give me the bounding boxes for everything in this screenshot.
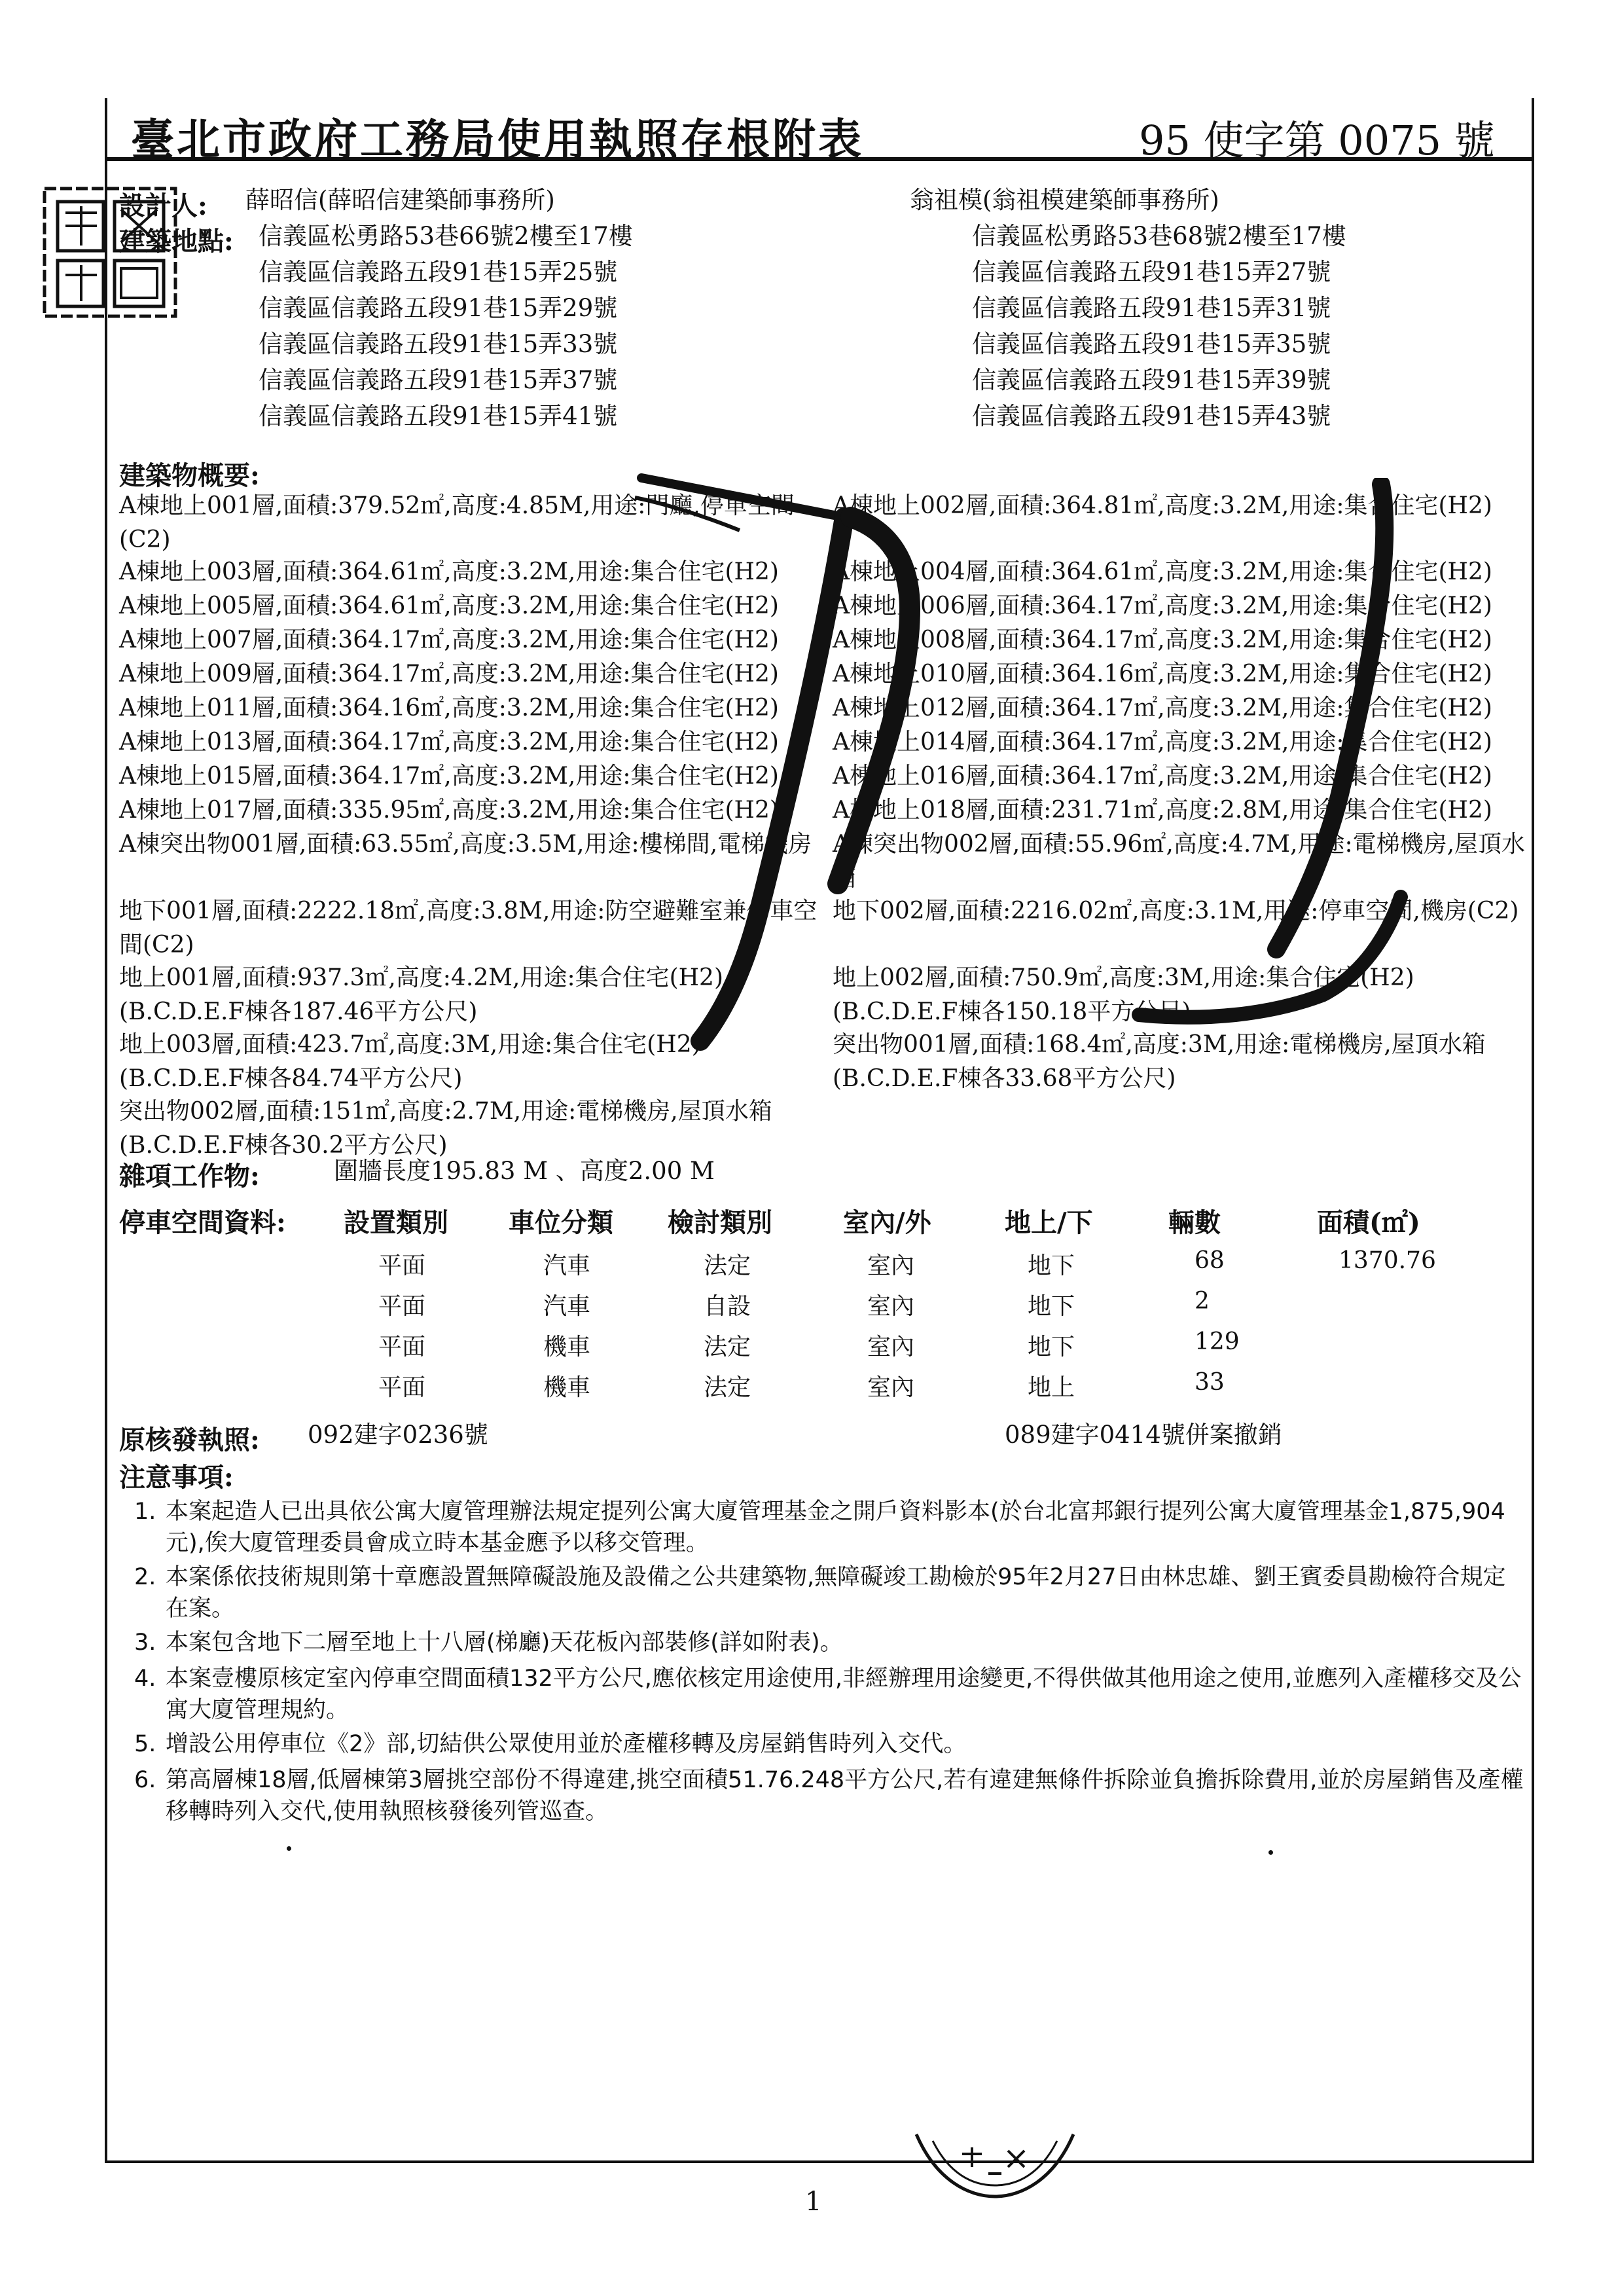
- parking-cell: 地上: [1028, 1374, 1075, 1401]
- parking-cell: 2: [1195, 1288, 1210, 1315]
- site-address-right: 信義區信義路五段91巷15弄39號: [972, 366, 1331, 394]
- overview-right-item: A棟地上014層,面積:364.17㎡,高度:3.2M,用途:集合住宅(H2): [833, 729, 1492, 756]
- parking-header: 地上/下: [1005, 1207, 1093, 1238]
- parking-cell: 法定: [704, 1334, 751, 1360]
- parking-cell: 汽車: [543, 1252, 591, 1279]
- site-address-right: 信義區信義路五段91巷15弄43號: [972, 402, 1331, 430]
- parking-cell: 平面: [378, 1374, 426, 1401]
- parking-cell: 機車: [543, 1374, 591, 1401]
- overview-right-item: A棟地上016層,面積:364.17㎡,高度:3.2M,用途:集合住宅(H2): [833, 763, 1492, 790]
- overview-left-item: 地下001層,面積:2222.18㎡,高度:3.8M,用途:防空避難室兼停車空間(C2): [119, 898, 818, 958]
- overview-left-item: 地上003層,面積:423.7㎡,高度:3M,用途:集合住宅(H2)(B.C.D.E.F棟各84.74平方公尺): [119, 1031, 701, 1092]
- note-text: 本案壹樓原核定室內停車空間面積132平方公尺,應依核定用途使用,非經辦理用途變更,不得供做其他用途之使用,並應列入產權移交及公寓大廈管理規約。: [166, 1666, 1522, 1723]
- overview-left-item: A棟突出物001層,面積:63.55㎡,高度:3.5M,用途:樓梯間,電梯機房: [119, 831, 812, 858]
- site-address-right: 信義區信義路五段91巷15弄27號: [972, 258, 1331, 286]
- overview-left-item: A棟地上003層,面積:364.61㎡,高度:3.2M,用途:集合住宅(H2): [119, 558, 779, 585]
- site-address-left: 信義區信義路五段91巷15弄29號: [259, 294, 618, 322]
- overview-right-item: 地下002層,面積:2216.02㎡,高度:3.1M,用途:停車空間,機房(C2): [833, 898, 1519, 924]
- site-address-left: 信義區信義路五段91巷15弄37號: [259, 366, 618, 394]
- parking-cell: 地下: [1028, 1252, 1075, 1279]
- note-item: [134, 1561, 1528, 1624]
- parking-cell: 地下: [1028, 1334, 1075, 1360]
- parking-cell: 33: [1195, 1369, 1225, 1396]
- overview-left-item: 地上001層,面積:937.3㎡,高度:4.2M,用途:集合住宅(H2)(B.C.D.E.F棟各187.46平方公尺): [119, 964, 723, 1025]
- parking-header: 車位分類: [509, 1207, 613, 1238]
- parking-cell: 1370.76: [1339, 1247, 1436, 1274]
- note-item: [134, 1496, 1528, 1559]
- designer-name-2: 翁祖模(翁祖模建築師事務所): [910, 186, 1219, 214]
- parking-header: 檢討類別: [668, 1207, 772, 1238]
- parking-cell: 法定: [704, 1252, 751, 1279]
- note-text: 本案係依技術規則第十章應設置無障礙設施及設備之公共建築物,無障礙竣工勘檢於95年2月27日由林忠雄、劉王賓委員勘檢符合規定在案。: [166, 1564, 1506, 1622]
- note-text: 增設公用停車位《2》部,切結供公眾使用並於產權移轉及房屋銷售時列入交代。: [166, 1731, 967, 1757]
- note-item: [134, 1663, 1528, 1726]
- overview-right-item: A棟地上010層,面積:364.16㎡,高度:3.2M,用途:集合住宅(H2): [833, 661, 1492, 687]
- parking-header: 室內/外: [843, 1207, 931, 1238]
- note-number: 2.: [134, 1564, 156, 1590]
- permit-number: 95 使字第 0075 號: [1139, 117, 1495, 164]
- overview-right-item: A棟地上008層,面積:364.17㎡,高度:3.2M,用途:集合住宅(H2): [833, 627, 1492, 653]
- parking-cell: 室內: [867, 1252, 915, 1279]
- overview-right-item: A棟地上006層,面積:364.17㎡,高度:3.2M,用途:集合住宅(H2): [833, 592, 1492, 619]
- designer-name-1: 薛昭信(薛昭信建築師事務所): [245, 186, 555, 214]
- parking-cell: 機車: [543, 1334, 591, 1360]
- parking-cell: 室內: [867, 1374, 915, 1401]
- designer-label: 設計人:: [119, 191, 207, 221]
- site-address-right: 信義區信義路五段91巷15弄35號: [972, 330, 1331, 358]
- note-number: 3.: [134, 1630, 156, 1656]
- overview-right-item: A棟地上012層,面積:364.17㎡,高度:3.2M,用途:集合住宅(H2): [833, 695, 1492, 721]
- parking-label: 停車空間資料:: [119, 1207, 286, 1238]
- overview-left-item: A棟地上007層,面積:364.17㎡,高度:3.2M,用途:集合住宅(H2): [119, 627, 779, 653]
- site-label: 建築地點:: [119, 226, 234, 257]
- parking-cell: 平面: [378, 1334, 426, 1360]
- original-license-revoked: 089建字0414號併案撤銷: [1005, 1421, 1282, 1449]
- stray-dot: [1268, 1850, 1273, 1855]
- void-mark-icon: [812, 478, 1505, 1067]
- overview-right-item: A棟突出物002層,面積:55.96㎡,高度:4.7M,用途:電梯機房,屋頂水箱: [833, 831, 1526, 892]
- overview-left-item: A棟地上017層,面積:335.95㎡,高度:3.2M,用途:集合住宅(H2): [119, 797, 779, 824]
- parking-cell: 自設: [704, 1293, 751, 1320]
- parking-header: 設置類別: [344, 1207, 448, 1238]
- parking-cell: 室內: [867, 1334, 915, 1360]
- parking-cell: 平面: [378, 1293, 426, 1320]
- overview-left-item: 突出物002層,面積:151㎡,高度:2.7M,用途:電梯機房,屋頂水箱(B.C.D.E.F棟各30.2平方公尺): [119, 1098, 772, 1159]
- overview-left-item: A棟地上001層,面積:379.52㎡,高度:4.85M,用途:門廳,停車空間(C2): [119, 492, 795, 553]
- overview-right-item: 突出物001層,面積:168.4㎡,高度:3M,用途:電梯機房,屋頂水箱(B.C.D.E.F棟各33.68平方公尺): [833, 1031, 1486, 1092]
- original-license-value: 092建字0236號: [308, 1421, 488, 1449]
- note-text: 本案包含地下二層至地上十八層(梯廳)天花板內部裝修(詳如附表)。: [166, 1630, 843, 1656]
- overview-right-item: A棟地上002層,面積:364.81㎡,高度:3.2M,用途:集合住宅(H2): [833, 492, 1492, 519]
- frame-right-line: [1532, 98, 1534, 2160]
- overview-label: 建築物概要:: [119, 460, 260, 491]
- note-item: [134, 1627, 1528, 1658]
- parking-cell: 室內: [867, 1293, 915, 1320]
- frame-left-line: [105, 98, 107, 2160]
- note-number: 4.: [134, 1666, 156, 1692]
- note-item: [134, 1764, 1528, 1827]
- overview-left-item: A棟地上015層,面積:364.17㎡,高度:3.2M,用途:集合住宅(H2): [119, 763, 779, 790]
- site-address-left: 信義區信義路五段91巷15弄41號: [259, 402, 618, 430]
- site-address-left: 信義區信義路五段91巷15弄25號: [259, 258, 618, 286]
- seal-stamp-icon: [910, 2128, 1080, 2200]
- note-text: 本案起造人已出具依公寓大廈管理辦法規定提列公寓大廈管理基金之開戶資料影本(於台北富邦銀行提列公寓大廈管理基金1,875,904元),俟大廈管理委員會成立時本基金應予以移交管理。: [166, 1499, 1505, 1556]
- document-title: 臺北市政府工務局使用執照存根附表: [131, 114, 864, 165]
- overview-left-item: A棟地上011層,面積:364.16㎡,高度:3.2M,用途:集合住宅(H2): [119, 695, 779, 721]
- parking-cell: 汽車: [543, 1293, 591, 1320]
- stray-dot: [287, 1846, 291, 1851]
- overview-left-item: A棟地上013層,面積:364.17㎡,高度:3.2M,用途:集合住宅(H2): [119, 729, 779, 756]
- notes-label: 注意事項:: [119, 1462, 234, 1493]
- overview-left-item: A棟地上009層,面積:364.17㎡,高度:3.2M,用途:集合住宅(H2): [119, 661, 779, 687]
- note-number: 1.: [134, 1499, 156, 1525]
- parking-header: 輛數: [1168, 1207, 1221, 1238]
- misc-work-value: 圍牆長度195.83 M 、高度2.00 M: [334, 1157, 715, 1185]
- overview-right-item: 地上002層,面積:750.9㎡,高度:3M,用途:集合住宅(H2)(B.C.D.E.F棟各150.18平方公尺): [833, 964, 1414, 1025]
- overview-right-item: A棟地上004層,面積:364.61㎡,高度:3.2M,用途:集合住宅(H2): [833, 558, 1492, 585]
- site-address-right: 信義區信義路五段91巷15弄31號: [972, 294, 1331, 322]
- site-address-left: 信義區信義路五段91巷15弄33號: [259, 330, 618, 358]
- parking-cell: 法定: [704, 1374, 751, 1401]
- parking-header: 面積(㎡): [1317, 1207, 1420, 1238]
- original-license-label: 原核發執照:: [119, 1425, 260, 1455]
- site-address-right: 信義區松勇路53巷68號2樓至17樓: [972, 222, 1346, 250]
- overview-left-item: A棟地上005層,面積:364.61㎡,高度:3.2M,用途:集合住宅(H2): [119, 592, 779, 619]
- note-number: 6.: [134, 1767, 156, 1793]
- frame-bottom-line: [105, 2160, 1534, 2163]
- page-number: 1: [805, 2187, 822, 2217]
- parking-cell: 平面: [378, 1252, 426, 1279]
- misc-work-label: 雜項工作物:: [119, 1161, 260, 1192]
- overview-right-item: A棟地上018層,面積:231.71㎡,高度:2.8M,用途:集合住宅(H2): [833, 797, 1492, 824]
- note-number: 5.: [134, 1731, 156, 1757]
- site-address-left: 信義區松勇路53巷66號2樓至17樓: [259, 222, 633, 250]
- note-item: [134, 1728, 1528, 1760]
- parking-cell: 68: [1195, 1247, 1225, 1274]
- parking-cell: 129: [1195, 1328, 1240, 1355]
- note-text: 第高層棟18層,低層棟第3層挑空部份不得違建,挑空面積51.76.248平方公尺,若有違建無條件拆除並負擔拆除費用,並於房屋銷售及產權移轉時列入交代,使用執照核發後列管巡查。: [166, 1767, 1524, 1825]
- parking-cell: 地下: [1028, 1293, 1075, 1320]
